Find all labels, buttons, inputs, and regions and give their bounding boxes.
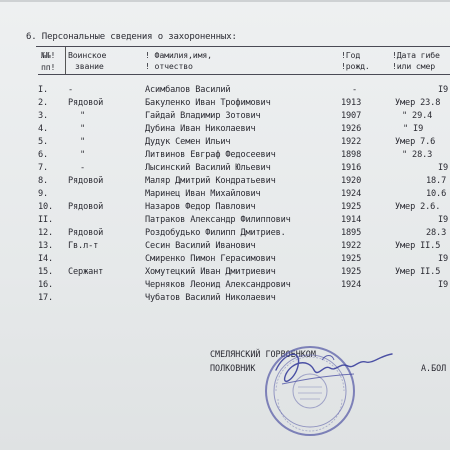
- table-row-8-name: Маляр Дмитрий Кондратьевич: [145, 176, 276, 186]
- table-row-17-name: Чубатов Василий Николаевич: [145, 293, 276, 303]
- section-heading: 6. Персональные сведения о захороненных:: [26, 32, 237, 42]
- table-header-rule: [38, 74, 450, 75]
- table-row-10-death: Умер 2.6.: [395, 202, 441, 212]
- table-row-10-year: 1925: [341, 202, 362, 212]
- header-year-bottom: !рожд.: [341, 61, 370, 71]
- table-row-1-name: Асимбалов Василий: [145, 85, 231, 95]
- header-name-bottom: ! отчество: [145, 61, 193, 71]
- header-death-bottom: !или смер: [392, 61, 436, 71]
- table-row-7-death: I9: [438, 163, 449, 173]
- table-row-9-name: Маринец Иван Михайлович: [145, 189, 261, 199]
- table-row-2-name: Бакуленко Иван Трофимович: [145, 98, 271, 108]
- table-row-2-rank: Рядовой: [68, 98, 104, 108]
- table-row-4-num: 4.: [38, 124, 49, 134]
- table-row-3-num: 3.: [38, 111, 49, 121]
- table-row-16-num: 16.: [38, 280, 54, 290]
- header-rank-bottom: звание: [75, 61, 104, 71]
- table-row-8-rank: Рядовой: [68, 176, 104, 186]
- table-row-7-year: 1916: [341, 163, 362, 173]
- table-row-16-death: I9: [438, 280, 449, 290]
- table-row-8-death: 18.7: [426, 176, 447, 186]
- table-row-12-rank: Рядовой: [68, 228, 104, 238]
- footer-rank: ПОЛКОВНИК: [210, 363, 256, 373]
- footer-office: СМЕЛЯНСКИЙ ГОРВОЕНКОМ: [210, 349, 316, 359]
- header-num-bottom: пп!: [41, 62, 56, 72]
- table-row-5-num: 5.: [38, 137, 49, 147]
- table-row-14-death: I9: [438, 254, 449, 264]
- table-row-5-rank: ": [80, 137, 86, 147]
- table-row-9-num: 9.: [38, 189, 49, 199]
- column-divider: [65, 47, 66, 74]
- table-row-14-num: I4.: [38, 254, 54, 264]
- table-row-7-name: Лысинский Василий Юльевич: [145, 163, 271, 173]
- table-row-1-rank: -: [68, 85, 74, 95]
- table-row-6-rank: ": [80, 150, 86, 160]
- table-row-1-year: -: [352, 85, 358, 95]
- table-row-14-name: Смиренко Пимон Герасимович: [145, 254, 276, 264]
- table-row-3-death: " 29.4: [402, 111, 433, 121]
- table-row-6-name: Литвинов Евграф Федосеевич: [145, 150, 276, 160]
- table-row-15-year: 1925: [341, 267, 362, 277]
- table-row-10-name: Назаров Федор Павлович: [145, 202, 256, 212]
- table-row-13-rank: Гв.л-т: [68, 241, 99, 251]
- table-row-15-num: 15.: [38, 267, 54, 277]
- table-top-rule: [36, 46, 450, 47]
- table-row-12-name: Роздобудько Филипп Дмитриев.: [145, 228, 286, 238]
- table-row-13-year: 1922: [341, 241, 362, 251]
- table-row-14-year: 1925: [341, 254, 362, 264]
- table-row-4-rank: ": [80, 124, 86, 134]
- header-name-top: ! Фамилия,имя,: [145, 50, 212, 60]
- table-row-15-death: Умер II.5: [395, 267, 441, 277]
- table-row-2-num: 2.: [38, 98, 49, 108]
- header-num-top: №№!: [41, 50, 56, 60]
- table-row-13-num: 13.: [38, 241, 54, 251]
- table-row-8-year: 1920: [341, 176, 362, 186]
- table-row-13-name: Сесин Василий Иванович: [145, 241, 256, 251]
- table-row-15-rank: Сержант: [68, 267, 104, 277]
- table-row-9-death: 10.6: [426, 189, 447, 199]
- table-row-6-num: 6.: [38, 150, 49, 160]
- table-row-6-death: " 28.3: [402, 150, 433, 160]
- header-rank-top: Воинское: [68, 50, 107, 60]
- table-row-12-death: 28.3: [426, 228, 447, 238]
- table-row-12-year: 1895: [341, 228, 362, 238]
- table-row-15-name: Хомутецкий Иван Дмитриевич: [145, 267, 276, 277]
- table-row-8-num: 8.: [38, 176, 49, 186]
- footer-signer-name: А.БОЛ: [421, 363, 447, 373]
- table-row-11-death: I9: [438, 215, 449, 225]
- table-row-2-year: 1913: [341, 98, 362, 108]
- table-row-4-year: 1926: [341, 124, 362, 134]
- header-year-top: !Год: [341, 50, 361, 60]
- table-row-12-num: 12.: [38, 228, 54, 238]
- table-row-7-num: 7.: [38, 163, 49, 173]
- table-row-3-year: 1907: [341, 111, 362, 121]
- table-row-13-death: Умер II.5: [395, 241, 441, 251]
- table-row-2-death: Умер 23.8: [395, 98, 441, 108]
- table-row-10-num: 10.: [38, 202, 54, 212]
- table-row-16-name: Черняков Леонид Александрович: [145, 280, 291, 290]
- table-row-11-year: 1914: [341, 215, 362, 225]
- table-row-5-death: Умер 7.6: [395, 137, 436, 147]
- table-row-1-death: I9: [438, 85, 449, 95]
- table-row-11-num: II.: [38, 215, 54, 225]
- table-row-7-rank: -: [80, 163, 86, 173]
- table-row-5-year: 1922: [341, 137, 362, 147]
- table-row-9-year: 1924: [341, 189, 362, 199]
- table-row-3-name: Гайдай Владимир Зотович: [145, 111, 261, 121]
- table-row-4-death: " I9: [403, 124, 424, 134]
- table-row-6-year: 1898: [341, 150, 362, 160]
- table-row-16-year: 1924: [341, 280, 362, 290]
- table-row-3-rank: ": [80, 111, 86, 121]
- header-death-top: !Дата гибе: [392, 50, 440, 60]
- handwritten-signature: [262, 340, 412, 410]
- table-row-5-name: Дудук Семен Ильич: [145, 137, 231, 147]
- table-row-11-name: Патраков Александр Филиппович: [145, 215, 291, 225]
- table-row-10-rank: Рядовой: [68, 202, 104, 212]
- table-row-1-num: I.: [38, 85, 49, 95]
- table-row-4-name: Дубина Иван Николаевич: [145, 124, 256, 134]
- table-row-17-num: 17.: [38, 293, 54, 303]
